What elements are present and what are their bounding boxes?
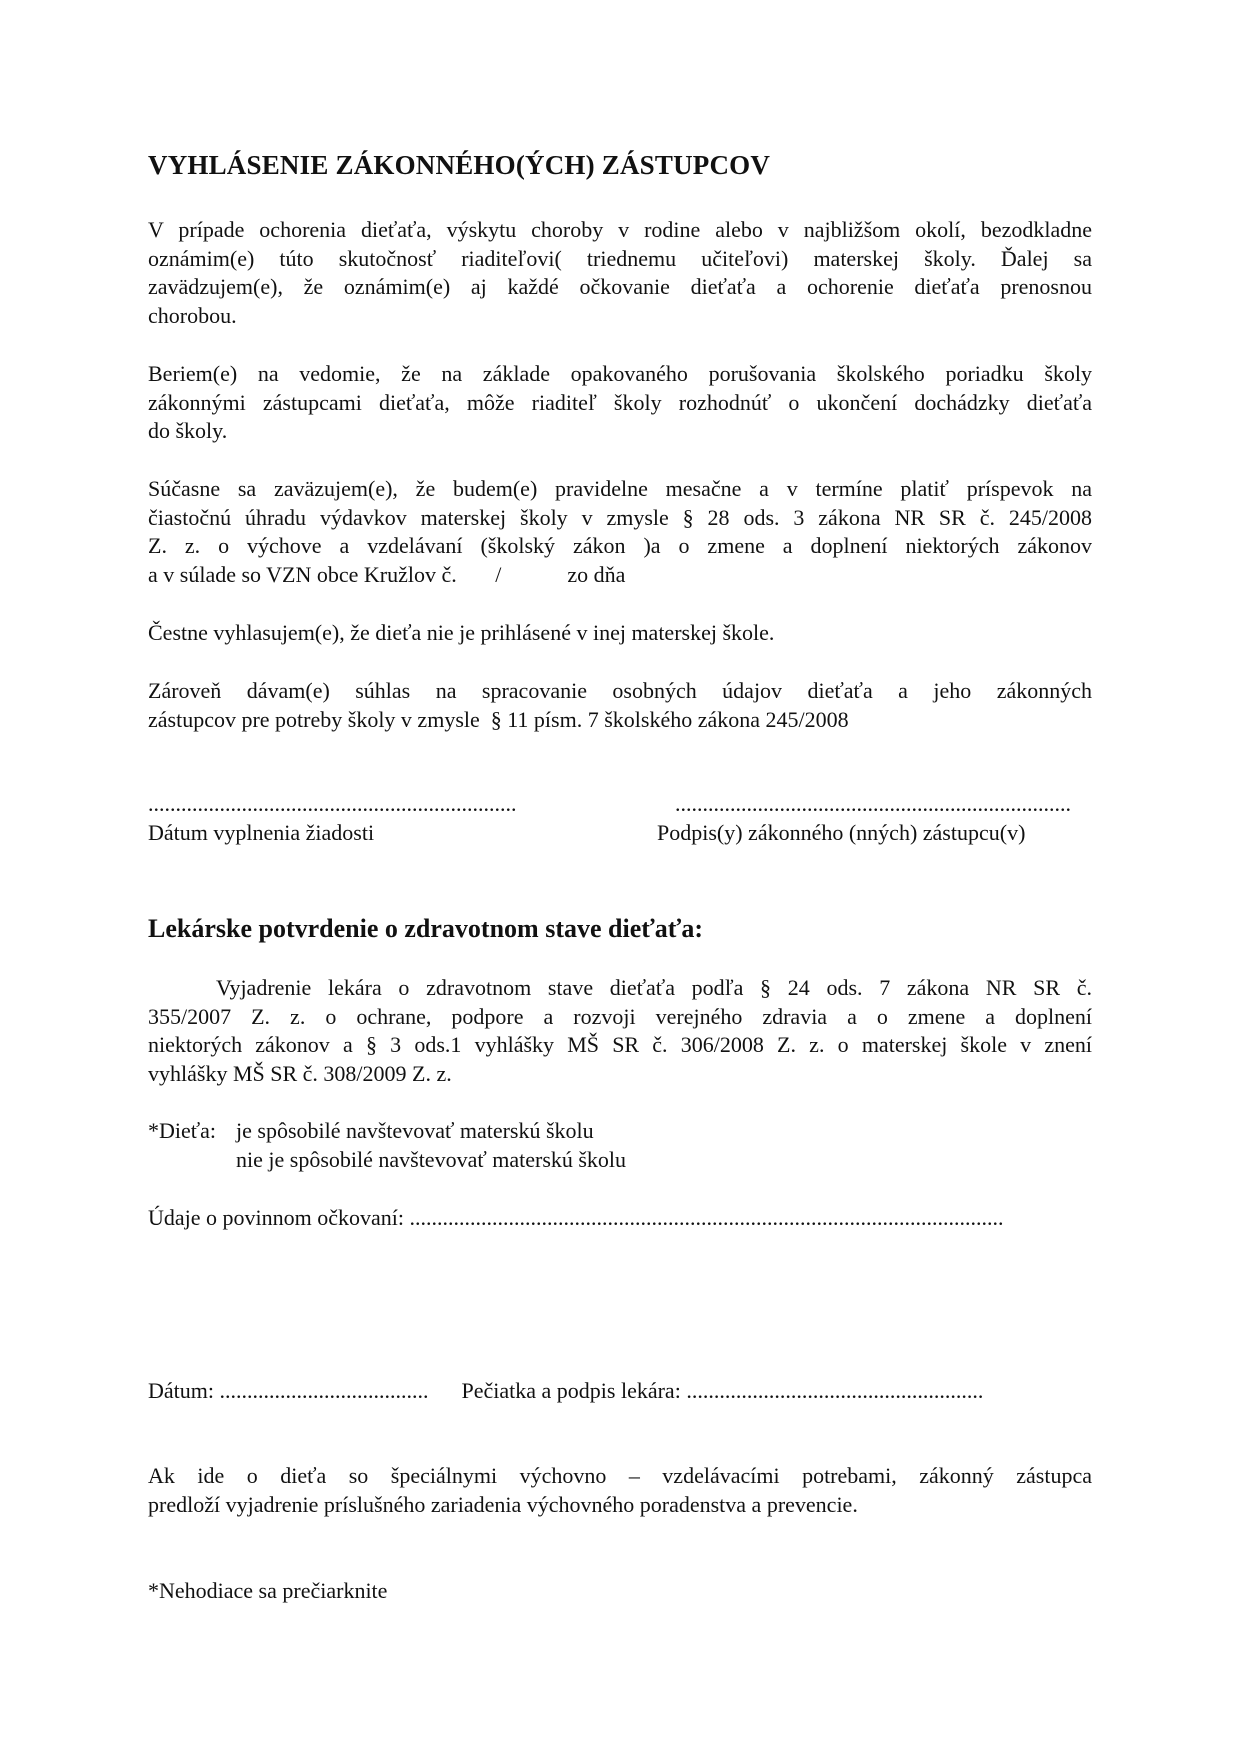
text-line: zástupcov pre potreby školy v zmysle § 11 písm. 7 školského zákona 245/2008 (148, 706, 849, 732)
text-line: chorobou. (148, 302, 237, 328)
footnote (148, 1577, 1092, 1606)
vaccination-field[interactable] (148, 1204, 1004, 1233)
footnote-text: *Nehodiace sa prečiarknite (148, 1578, 388, 1603)
text-line: Zároveň dávam(e) súhlas na spracovanie osobných údajov dieťaťa a jeho zákonných (148, 678, 1092, 703)
doctor-date-stamp-row (148, 1377, 983, 1406)
option-unfit[interactable]: nie je spôsobilé navštevovať materskú školu (236, 1146, 627, 1172)
child-label: *Dieťa: (148, 1118, 217, 1143)
text-line: 355/2007 Z. z. o ochrane, podpore a rozvoji verejného zdravia a o zmene a doplnení (148, 1003, 1092, 1029)
text-line: niektorých zákonov a § 3 ods.1 vyhlášky MŠ SR č. 306/2008 Z. z. o materskej škole v znení (148, 1032, 1092, 1058)
text-line: zavädzujem(e), že oznámim(e) aj každé očkovanie dieťaťa a ochorenie dieťaťa prenosnou (148, 274, 1092, 300)
signature-guardian-field[interactable] (657, 790, 1071, 847)
text-line: čiastočnú úhradu výdavkov materskej školy v zmysle § 28 ods. 3 zákona NR SR č. 245/2008 (148, 504, 1092, 530)
text-line: Beriem(e) na vedomie, že na základe opakovaného porušovania školského poriadku školy (148, 361, 1092, 386)
text-line: Vyjadrenie lekára o zdravotnom stave dieťaťa podľa § 24 ods. 7 zákona NR SR č. (216, 975, 1092, 1000)
text-line: Súčasne sa zaväzujem(e), že budem(e) pravidelne mesačne a v termíne platiť príspevok na (148, 476, 1092, 501)
document-title: VYHLÁSENIE ZÁKONNÉHO(ÝCH) ZÁSTUPCOV (148, 150, 771, 180)
signature-date-field[interactable] (148, 790, 517, 847)
doctor-date-label: Dátum: (148, 1378, 214, 1403)
text-line: zákonnými zástupcami dieťaťa, môže riaditeľ školy rozhodnúť o ukončení dochádzky dieťaťa (148, 389, 1092, 415)
date-dotted-line[interactable]: ................................................................... (148, 791, 517, 816)
text-line: V prípade ochorenia dieťaťa, výskytu choroby v rodine alebo v najbližšom okolí, bezodkladne (148, 217, 1092, 242)
text-line: Ak ide o dieťa so špeciálnymi výchovno – vzdelávacími potrebami, zákonný zástupca (148, 1463, 1092, 1488)
vaccination-label: Údaje o povinnom očkovaní: (148, 1205, 405, 1230)
medical-heading: Lekárske potvrdenie o zdravotnom stave dieťaťa: (148, 914, 703, 943)
text-line: Z. z. o výchove a vzdelávaní (školský zákon )a o zmene a doplnení niektorých zákonov (148, 533, 1092, 559)
paragraph-notification (148, 216, 1092, 330)
paragraph-special-needs (148, 1462, 1092, 1519)
spacer (148, 1146, 236, 1175)
text-line: Čestne vyhlasujem(e), že dieťa nie je prihlásené v inej materskej škole. (148, 620, 775, 645)
option-fit[interactable]: je spôsobilé navštevovať materskú školu (236, 1118, 594, 1143)
text-line: vyhlášky MŠ SR č. 308/2009 Z. z. (148, 1060, 452, 1086)
paragraph-acknowledgement (148, 360, 1092, 446)
text-line: a v súlade so VZN obce Kružlov č. / zo dňa (148, 561, 626, 587)
signature-dotted-line[interactable]: ........................................................................ (675, 791, 1071, 816)
text-line: predloží vyjadrenie príslušného zariadenia výchovného poradenstva a prevencie. (148, 1491, 858, 1517)
doctor-date-dotted-line[interactable]: ...................................... (219, 1378, 429, 1403)
date-label: Dátum vyplnenia žiadosti (148, 819, 375, 845)
paragraph-medical-statement (148, 974, 1092, 1088)
vaccination-dotted-line[interactable]: ............................................................................................................ (409, 1205, 1004, 1230)
signature-label: Podpis(y) zákonného (nných) zástupcu(v) (657, 819, 1026, 845)
text-line: do školy. (148, 418, 228, 444)
paragraph-fee-commitment (148, 475, 1092, 589)
stamp-label: Pečiatka a podpis lekára: (461, 1378, 681, 1403)
text-line: oznámim(e) túto skutočnosť riaditeľovi( triednemu učiteľovi) materskej školy. Ďalej sa (148, 245, 1092, 271)
paragraph-consent (148, 677, 1092, 734)
paragraph-declaration (148, 619, 1092, 648)
child-fitness-options (148, 1117, 1092, 1174)
stamp-dotted-line[interactable]: ...................................................... (686, 1378, 984, 1403)
